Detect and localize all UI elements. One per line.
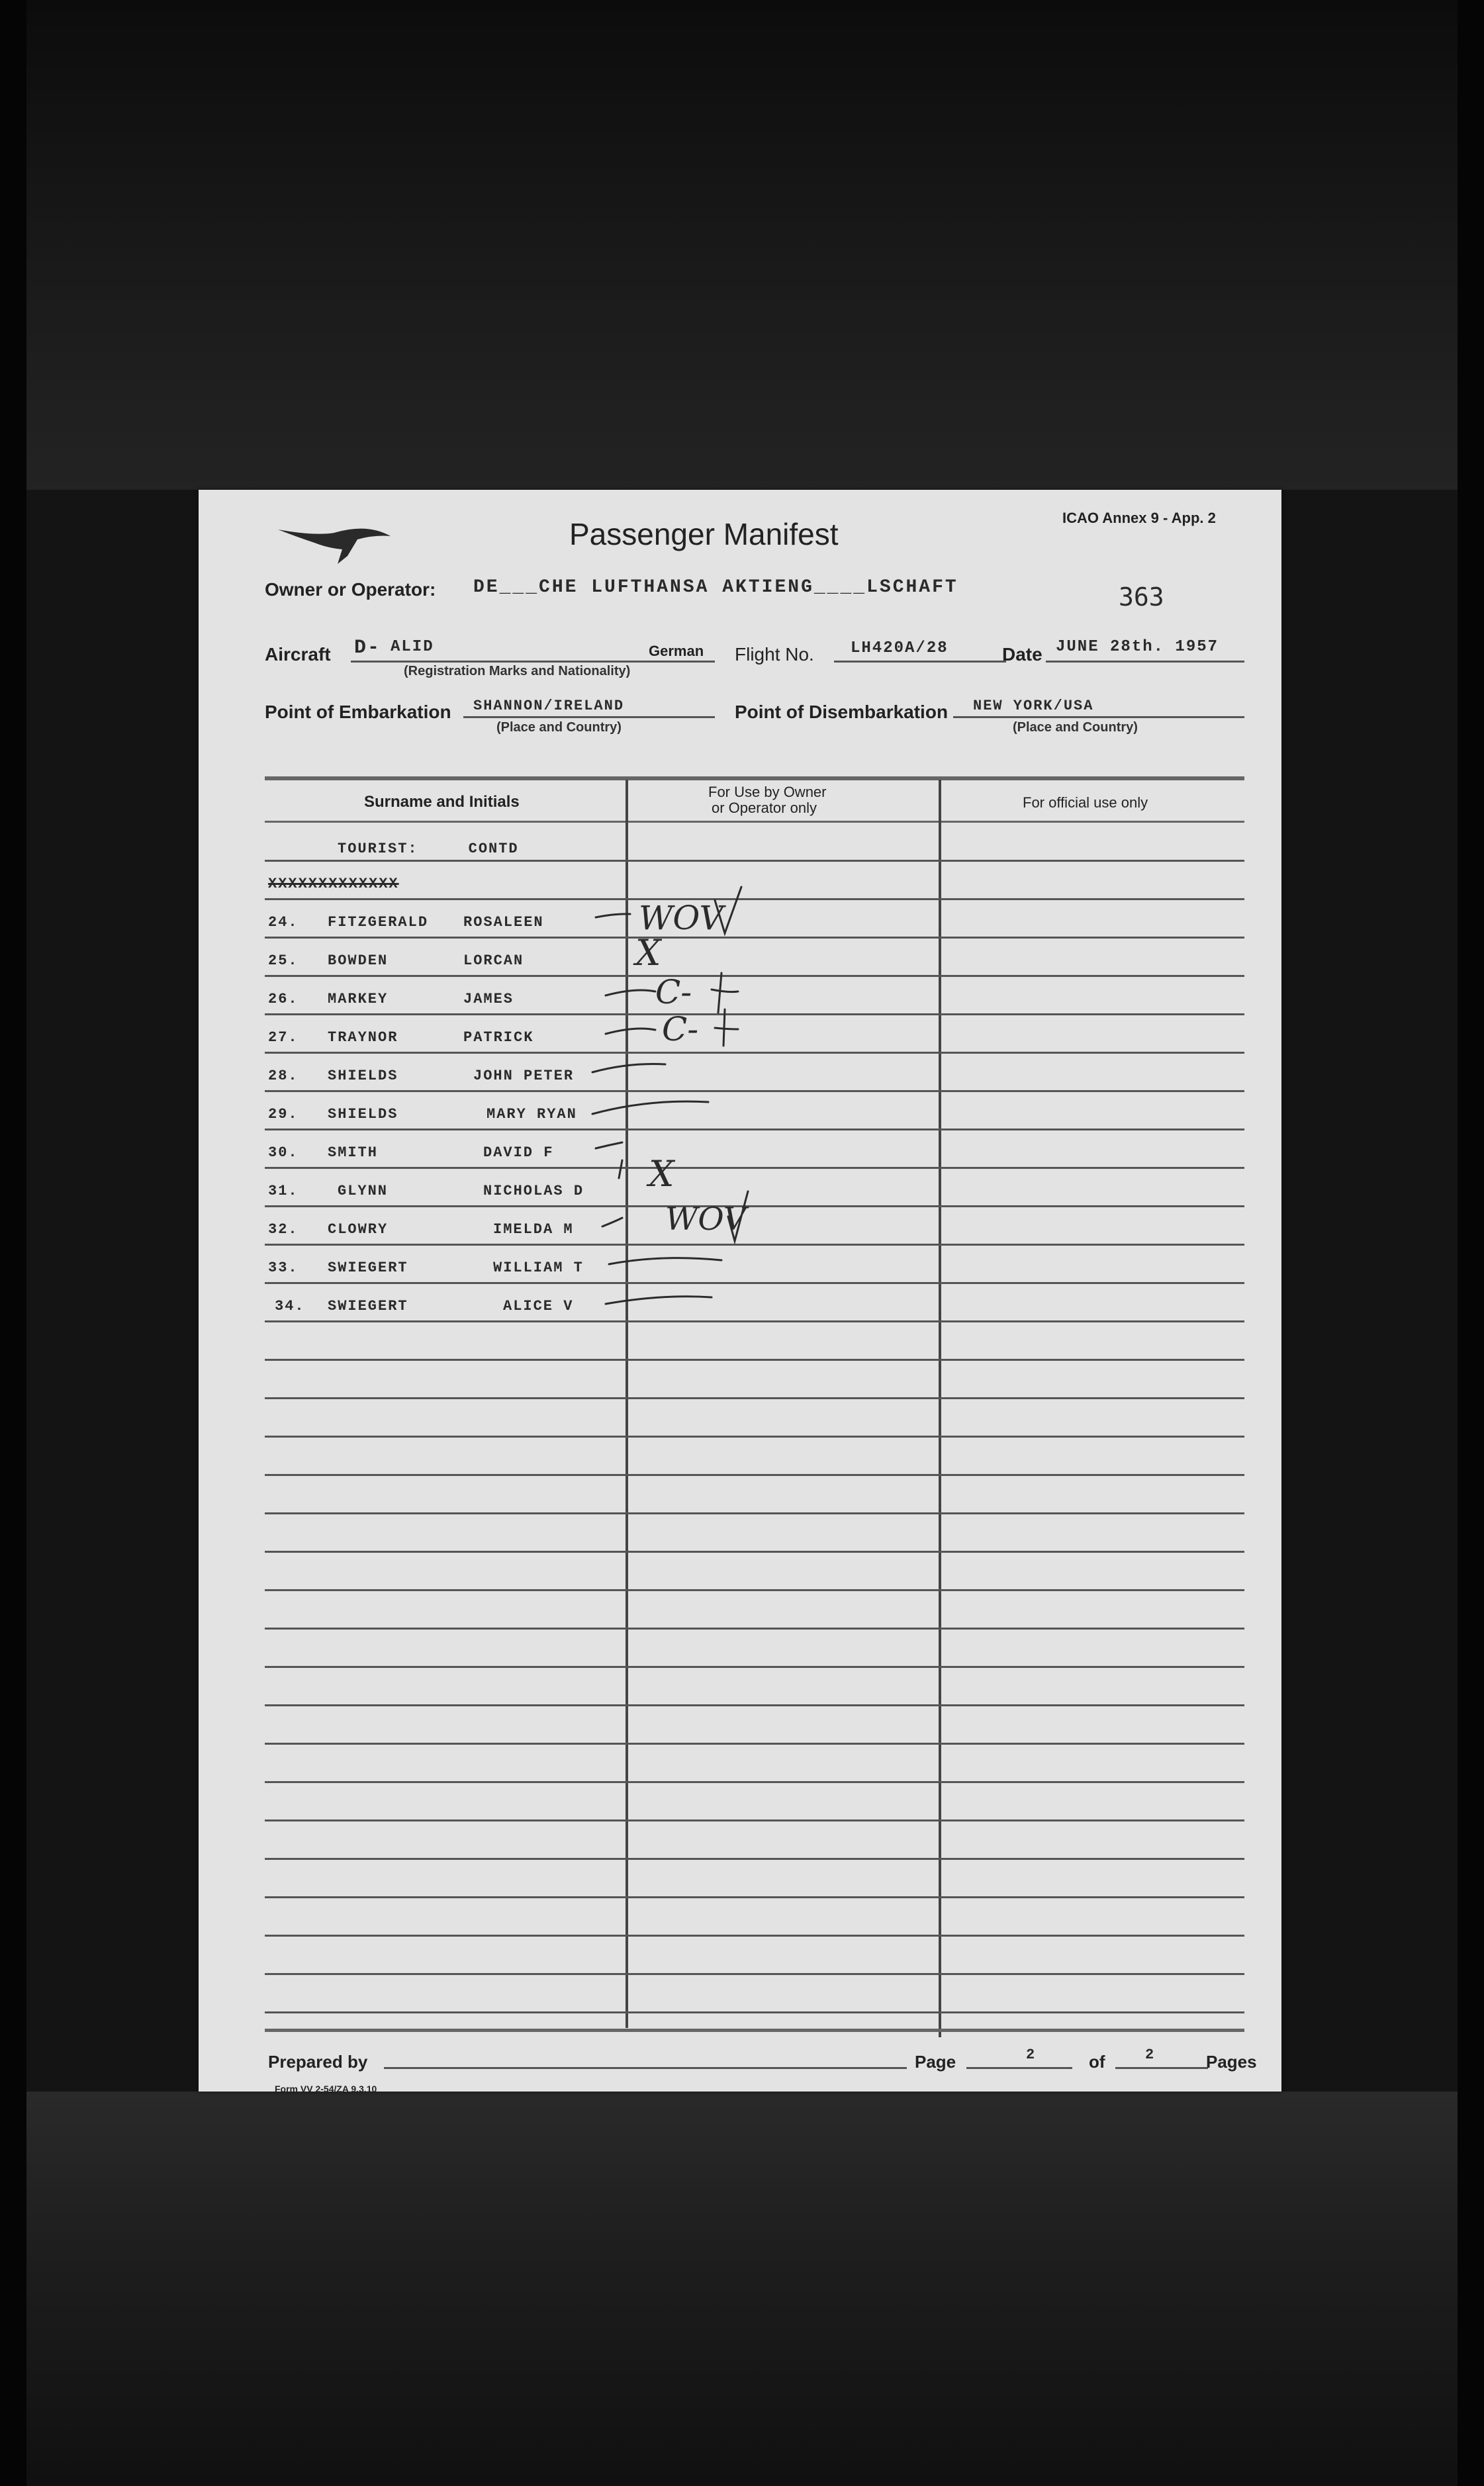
flight-label: Flight No. [735,644,814,665]
aircraft-label: Aircraft [265,644,331,665]
passenger-mark: C- [662,1010,699,1048]
aircraft-nationality: German [649,643,704,659]
page-line [966,2067,1072,2069]
passenger-surname: SWIEGERT [328,1260,408,1276]
column-official: For official use only [1023,794,1148,811]
column-owner-use-2: or Operator only [712,800,817,816]
passenger-given-name: ALICE V [503,1298,574,1314]
disembarkation-label: Point of Disembarkation [735,702,949,722]
passenger-mark: C- [655,973,692,1011]
passenger-given-name: ROSALEEN [463,914,544,931]
passenger-number: 26. [268,991,299,1007]
pages-label: Pages [1206,2052,1257,2072]
passenger-given-name: IMELDA M [493,1221,574,1238]
page-value: 2 [1026,2047,1037,2063]
passenger-number: 29. [268,1106,299,1123]
film-edge-left [0,0,26,2486]
passenger-mark: WOV [665,1201,747,1238]
passenger-number: 25. [268,952,299,969]
passenger-number: 33. [268,1260,299,1276]
passenger-given-name: JAMES [463,991,514,1007]
aircraft-prefix: D- [354,637,381,659]
passenger-surname: TRAYNOR [328,1029,398,1046]
column-owner-use-1: For Use by Owner [708,784,827,800]
passenger-surname: SWIEGERT [328,1298,408,1314]
column-surname: Surname and Initials [364,793,520,811]
passenger-number: 34. [275,1298,305,1314]
embarkation-value: SHANNON/IRELAND [473,698,625,714]
film-top-area [0,0,1484,490]
passenger-number: 28. [268,1068,299,1084]
disembarkation-value: NEW YORK/USA [973,698,1094,714]
aircraft-caption: (Registration Marks and Nationality) [404,664,631,678]
passenger-given-name: JOHN PETER [473,1068,575,1084]
prepared-by-label: Prepared by [268,2052,368,2072]
form-code: Form VV 2-54/ZA 9.3.10 [275,2084,377,2094]
passenger-number: 31. [268,1183,299,1199]
date-label: Date [1002,644,1043,665]
struck-line: XXXXXXXXXXXXX [268,876,399,892]
annex-reference: ICAO Annex 9 - App. 2 [1062,510,1216,526]
film-edge-right [1458,0,1484,2486]
passenger-surname: SMITH [328,1144,379,1161]
passenger-given-name: DAVID F [483,1144,554,1161]
passenger-number: 24. [268,914,299,931]
of-value: 2 [1145,2047,1156,2063]
passenger-given-name: PATRICK [463,1029,534,1046]
passenger-number: 32. [268,1221,299,1238]
date-value: JUNE 28th. 1957 [1056,638,1219,656]
flight-value: LH420A/28 [851,639,949,657]
passenger-number: 27. [268,1029,299,1046]
passenger-given-name: WILLIAM T [493,1260,584,1276]
embarkation-label: Point of Embarkation [265,702,451,722]
passenger-surname: FITZGERALD [328,914,429,931]
section-label: TOURIST: CONTD [338,841,519,857]
of-label: of [1089,2052,1105,2072]
table-bottom-rule [265,2029,1244,2032]
passenger-surname: GLYNN [338,1183,389,1199]
embarkation-caption: (Place and Country) [496,720,622,735]
disembarkation-caption: (Place and Country) [1013,720,1138,735]
of-line [1115,2067,1208,2069]
passenger-surname: MARKEY [328,991,389,1007]
stamped-page-number: 363 [1119,582,1164,612]
passenger-surname: SHIELDS [328,1106,398,1123]
passenger-surname: CLOWRY [328,1221,389,1238]
passenger-given-name: LORCAN [463,952,524,969]
page-label: Page [915,2052,956,2072]
passenger-given-name: MARY RYAN [487,1106,577,1123]
film-bottom-area [0,2092,1484,2486]
owner-value: DE___CHE LUFTHANSA AKTIENG____LSCHAFT [473,577,958,598]
passenger-mark: X [649,1153,674,1195]
owner-label: Owner or Operator: [265,579,436,600]
passenger-given-name: NICHOLAS D [483,1183,584,1199]
page-title: Passenger Manifest [569,517,839,551]
passenger-surname: SHIELDS [328,1068,398,1084]
passenger-surname: BOWDEN [328,952,389,969]
pen-strokes [199,490,1281,2092]
aircraft-registration: ALID [391,638,434,656]
prepared-by-line [384,2067,907,2069]
manifest-page [199,490,1281,2092]
passenger-mark: X [635,932,661,974]
passenger-mark: WOV [639,899,723,937]
passenger-number: 30. [268,1144,299,1161]
